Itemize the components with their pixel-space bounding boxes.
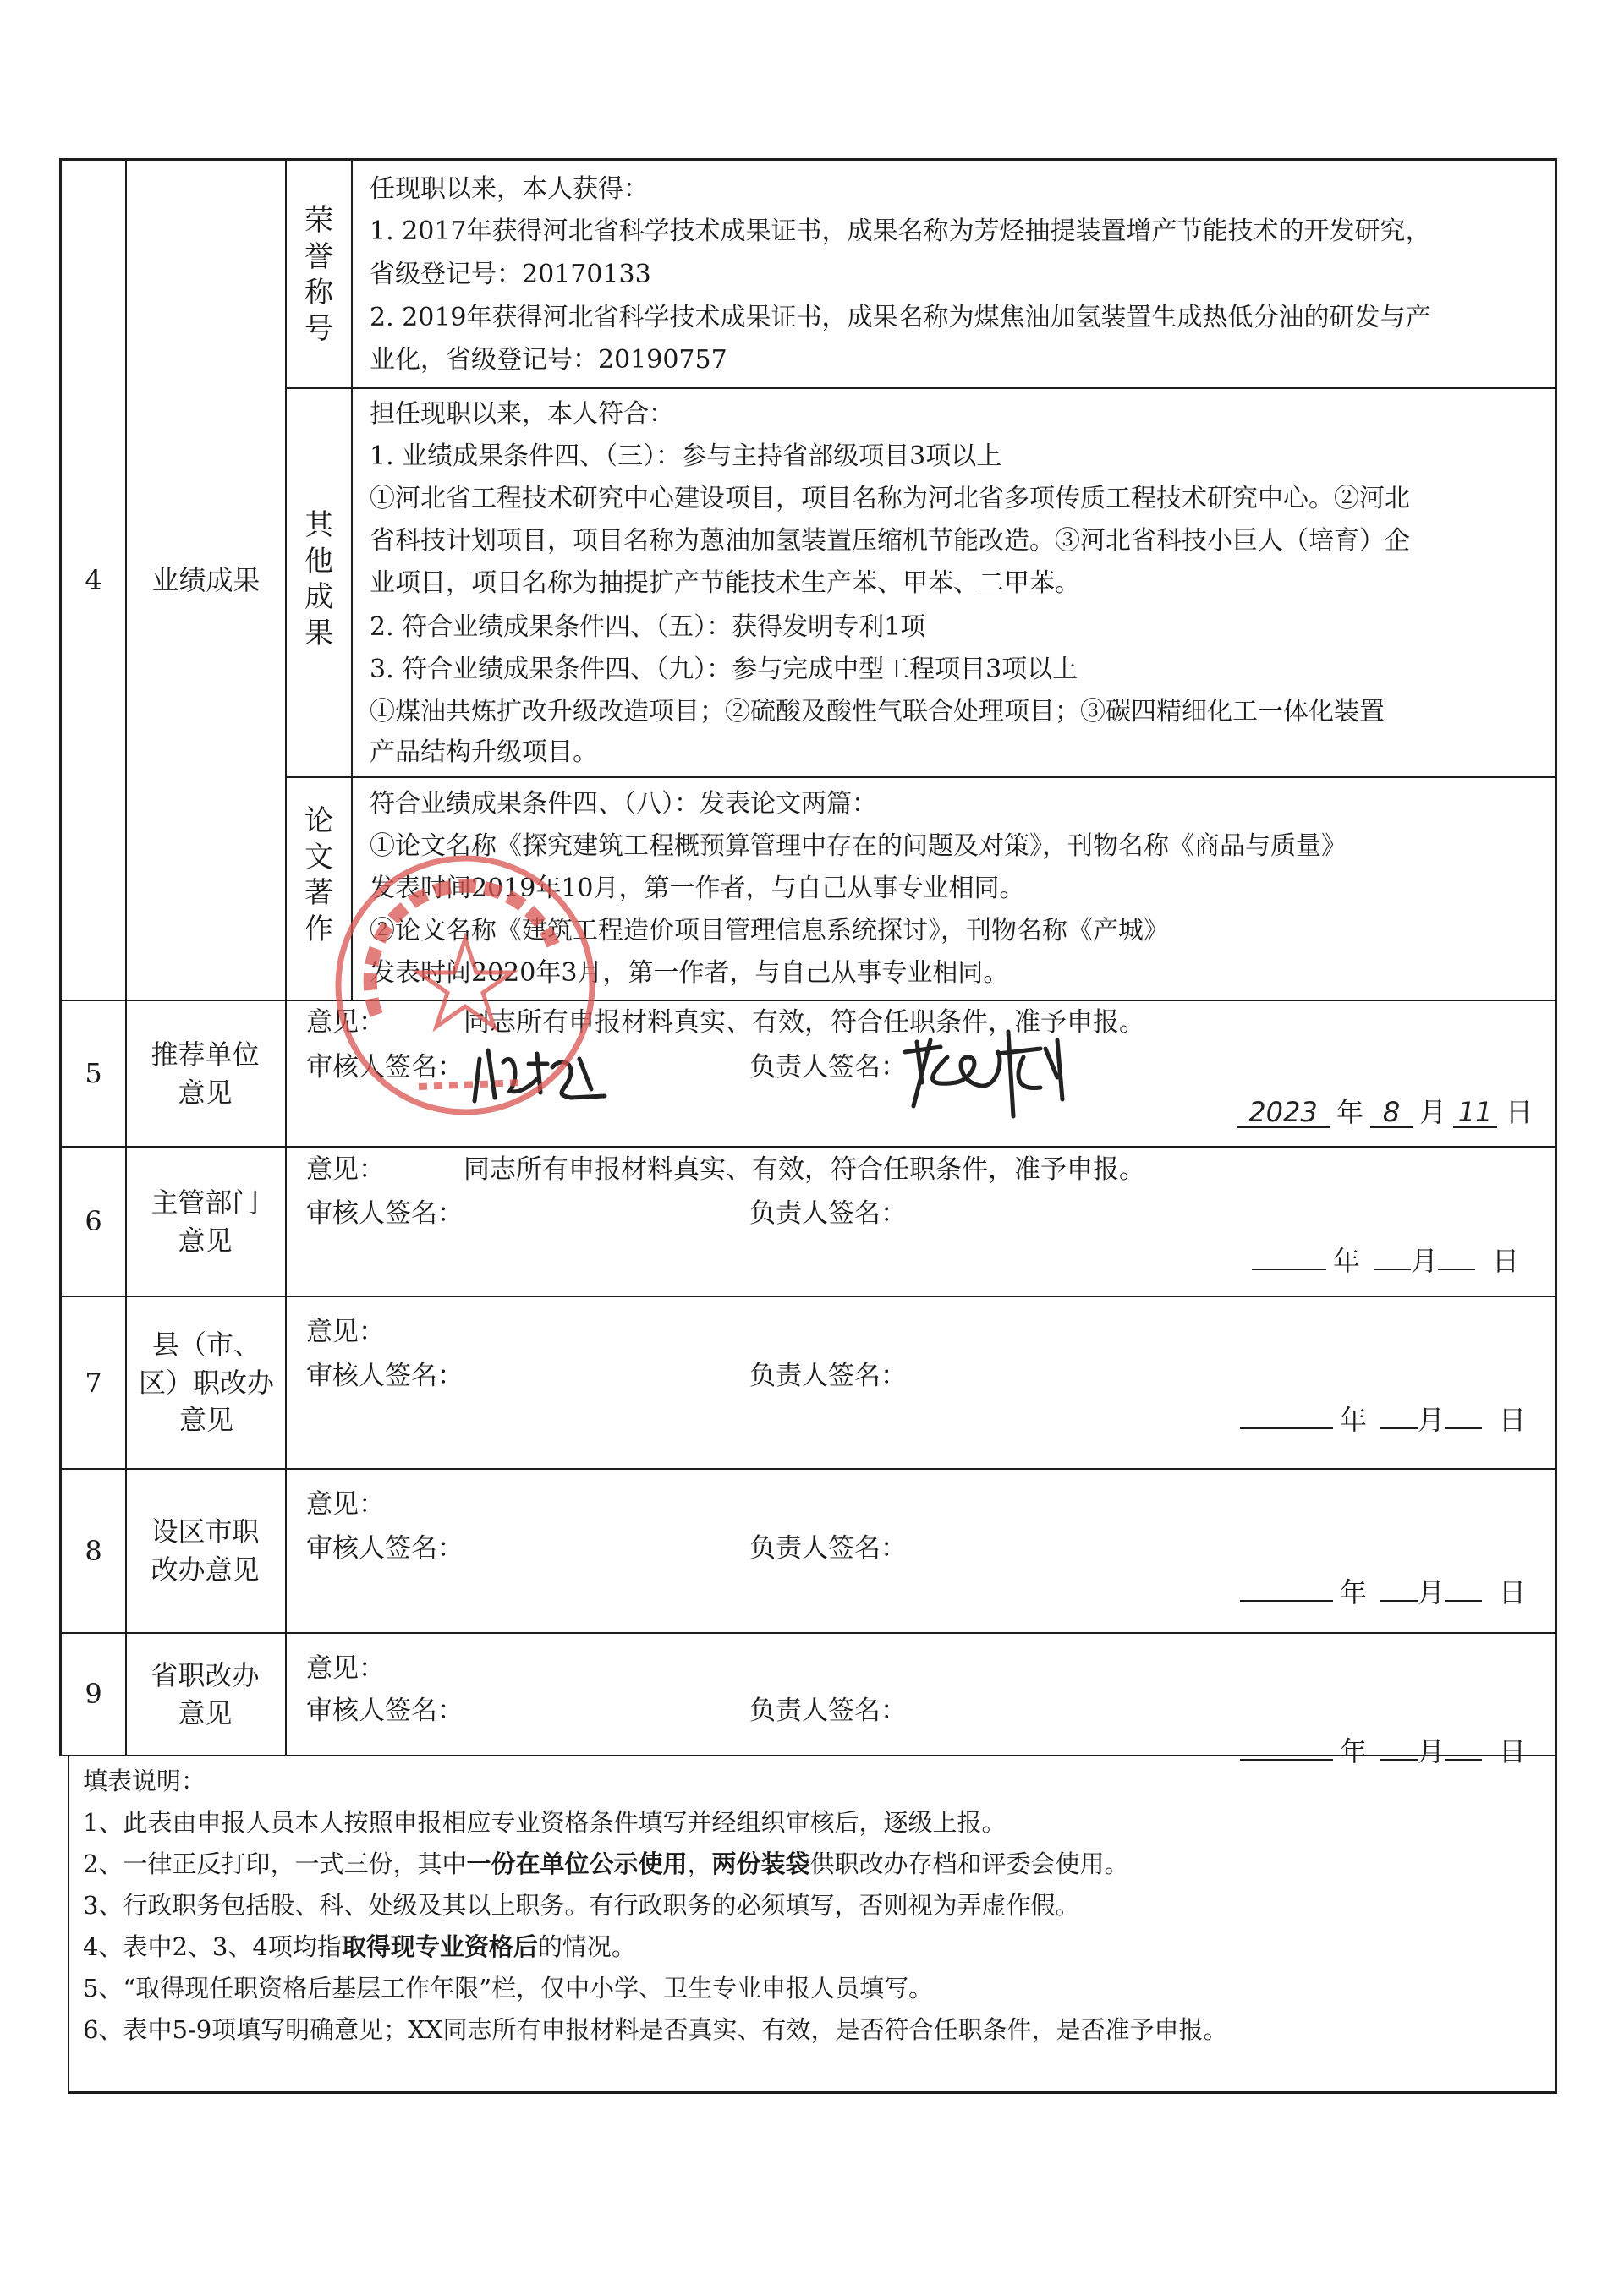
opinion-text: 同志所有申报材料真实、有效，符合任职条件，准予申报。 <box>464 1154 1145 1185</box>
month-value: 8 <box>1370 1096 1413 1128</box>
honors-line-2: 1. 2017年获得河北省科学技术成果证书，成果名称为芳烃抽提装置增产节能技术的开发研究， <box>370 216 1431 246</box>
day-value: 11 <box>1453 1096 1497 1128</box>
other-line-2: 1. 业绩成果条件四、（三）：参与主持省部级项目3项以上 <box>370 441 1002 471</box>
other-line-7: 3. 符合业绩成果条件四、（九）：参与完成中型工程项目3项以上 <box>370 655 1078 684</box>
leader-signature-handwriting <box>897 1023 1074 1125</box>
papers-label: 论文著作 <box>304 804 333 946</box>
other-line-6: 2. 符合业绩成果条件四、（五）：获得发明专利1项 <box>370 612 926 642</box>
other-line-4: 省科技计划项目，项目名称为蒽油加氢装置压缩机节能改造。③河北省科技小巨人（培育）企 <box>370 526 1410 556</box>
leader-signature-label: 负责人签名： <box>749 1696 907 1726</box>
reviewer-signature-label: 审核人签名： <box>306 1533 464 1564</box>
leader-signature-label: 负责人签名： <box>749 1198 907 1229</box>
reviewer-signature-label: 审核人签名： <box>306 1198 464 1229</box>
honors-label: 荣誉称号 <box>304 204 333 346</box>
row-label: 设区市职改办意见 <box>151 1515 260 1586</box>
leader-signature-label: 负责人签名： <box>749 1533 907 1564</box>
year-value: 2023 <box>1237 1096 1330 1128</box>
notes-border-left <box>68 1755 69 2093</box>
notes-border-bottom <box>68 2091 1557 2094</box>
row-sep-7-8 <box>59 1468 1556 1470</box>
row-number: 9 <box>85 1678 102 1711</box>
row-number: 7 <box>85 1366 102 1399</box>
note-6: 6、表中5-9项填写明确意见；XX同志所有申报材料是否真实、有效，是否符合任职条件，是否准予申报。 <box>83 2015 1228 2044</box>
company-seal-stamp <box>326 846 605 1125</box>
row9-date: 年 月 日 <box>1240 1729 1526 1769</box>
row8-date: 年 月 日 <box>1240 1570 1526 1610</box>
leader-signature-label: 负责人签名： <box>749 1361 907 1391</box>
papers-line-2: ①论文名称《探究建筑工程概预算管理中存在的问题及对策》，刊物名称《商品与质量》 <box>370 831 1347 861</box>
note-5: 5、“取得现任职资格后基层工作年限”栏，仅中小学、卫生专业申报人员填写。 <box>83 1974 934 2003</box>
honors-line-1: 任现职以来，本人获得： <box>370 174 649 204</box>
row-label: 省职改办意见 <box>151 1658 260 1729</box>
leader-signature-label: 负责人签名： <box>749 1052 907 1082</box>
opinion-prefix: 意见： <box>306 1317 385 1347</box>
row-label: 业绩成果 <box>151 563 261 596</box>
other-line-1: 担任现职以来，本人符合： <box>370 399 674 429</box>
note-2: 2、一律正反打印，一式三份，其中一份在单位公示使用，两份装袋供职改办存档和评委会使用。 <box>83 1849 1129 1878</box>
papers-line-3: 发表时间2019年10月，第一作者，与自己从事专业相同。 <box>370 874 1025 903</box>
note-4: 4、表中2、3、4项均指取得现专业资格后的情况。 <box>83 1932 636 1961</box>
opinion-prefix: 意见： <box>306 1489 385 1520</box>
sub-row-sep-2 <box>285 776 1556 778</box>
row-number: 8 <box>85 1534 102 1567</box>
row-sep-8-9 <box>59 1632 1556 1634</box>
other-line-5: 业项目，项目名称为抽提扩产节能技术生产苯、甲苯、二甲苯。 <box>370 568 1080 598</box>
papers-line-5: 发表时间2020年3月，第一作者，与自己从事专业相同。 <box>370 958 1009 988</box>
papers-line-1: 符合业绩成果条件四、（八）：发表论文两篇： <box>370 789 877 819</box>
col-sep-2 <box>285 158 287 1756</box>
notes-border-right <box>1555 1755 1557 2093</box>
reviewer-signature-label: 审核人签名： <box>306 1696 464 1726</box>
honors-line-3: 省级登记号：20170133 <box>370 260 651 289</box>
opinion-prefix: 意见： <box>306 1154 385 1185</box>
row5-date: 2023 年 8 月 11 日 <box>1237 1091 1533 1130</box>
row-sep-4-5 <box>59 1000 1556 1001</box>
table-border-right <box>1555 158 1557 1756</box>
row-sep-6-7 <box>59 1296 1556 1297</box>
papers-line-4: ②论文名称《建筑工程造价项目管理信息系统探讨》，刊物名称《产城》 <box>370 916 1169 945</box>
row-number: 4 <box>85 563 102 596</box>
opinion-prefix: 意见： <box>306 1653 385 1684</box>
opinion-prefix: 意见： <box>306 1007 385 1038</box>
reviewer-signature-label: 审核人签名： <box>306 1361 464 1391</box>
row-label: 县（市、区）职改办意见 <box>138 1328 274 1437</box>
reviewer-signature-label: 审核人签名： <box>306 1052 464 1082</box>
row6-date: 年 月 日 <box>1252 1238 1519 1279</box>
row-label: 推荐单位意见 <box>151 1038 260 1109</box>
other-line-8: ①煤油共炼扩改升级改造项目；②硫酸及酸性气联合处理项目；③碳四精细化工一体化装置 <box>370 697 1385 726</box>
honors-line-5: 业化，省级登记号：20190757 <box>370 345 727 375</box>
row-label: 主管部门意见 <box>151 1186 260 1257</box>
note-3: 3、行政职务包括股、科、处级及其以上职务。有行政职务的必须填写，否则视为弄虚作假。 <box>83 1891 1080 1920</box>
sub-row-sep-1 <box>285 387 1556 389</box>
honors-line-4: 2. 2019年获得河北省科学技术成果证书，成果名称为煤焦油加氢装置生成热低分油的研发与产 <box>370 303 1431 332</box>
row-sep-5-6 <box>59 1146 1556 1148</box>
opinion-text: 同志所有申报材料真实、有效，符合任职条件，准予申报。 <box>464 1007 1145 1038</box>
row-number: 6 <box>85 1205 102 1238</box>
other-line-3: ①河北省工程技术研究中心建设项目，项目名称为河北省多项传质工程技术研究中心。②河北 <box>370 484 1410 513</box>
row-number: 5 <box>85 1057 102 1090</box>
notes-title: 填表说明： <box>83 1767 206 1795</box>
other-line-9: 产品结构升级项目。 <box>370 737 598 767</box>
row7-date: 年 月 日 <box>1240 1397 1526 1438</box>
note-1: 1、此表由申报人员本人按照申报相应专业资格条件填写并经组织审核后，逐级上报。 <box>83 1808 1007 1837</box>
other-achievements-label: 其他成果 <box>304 508 333 650</box>
